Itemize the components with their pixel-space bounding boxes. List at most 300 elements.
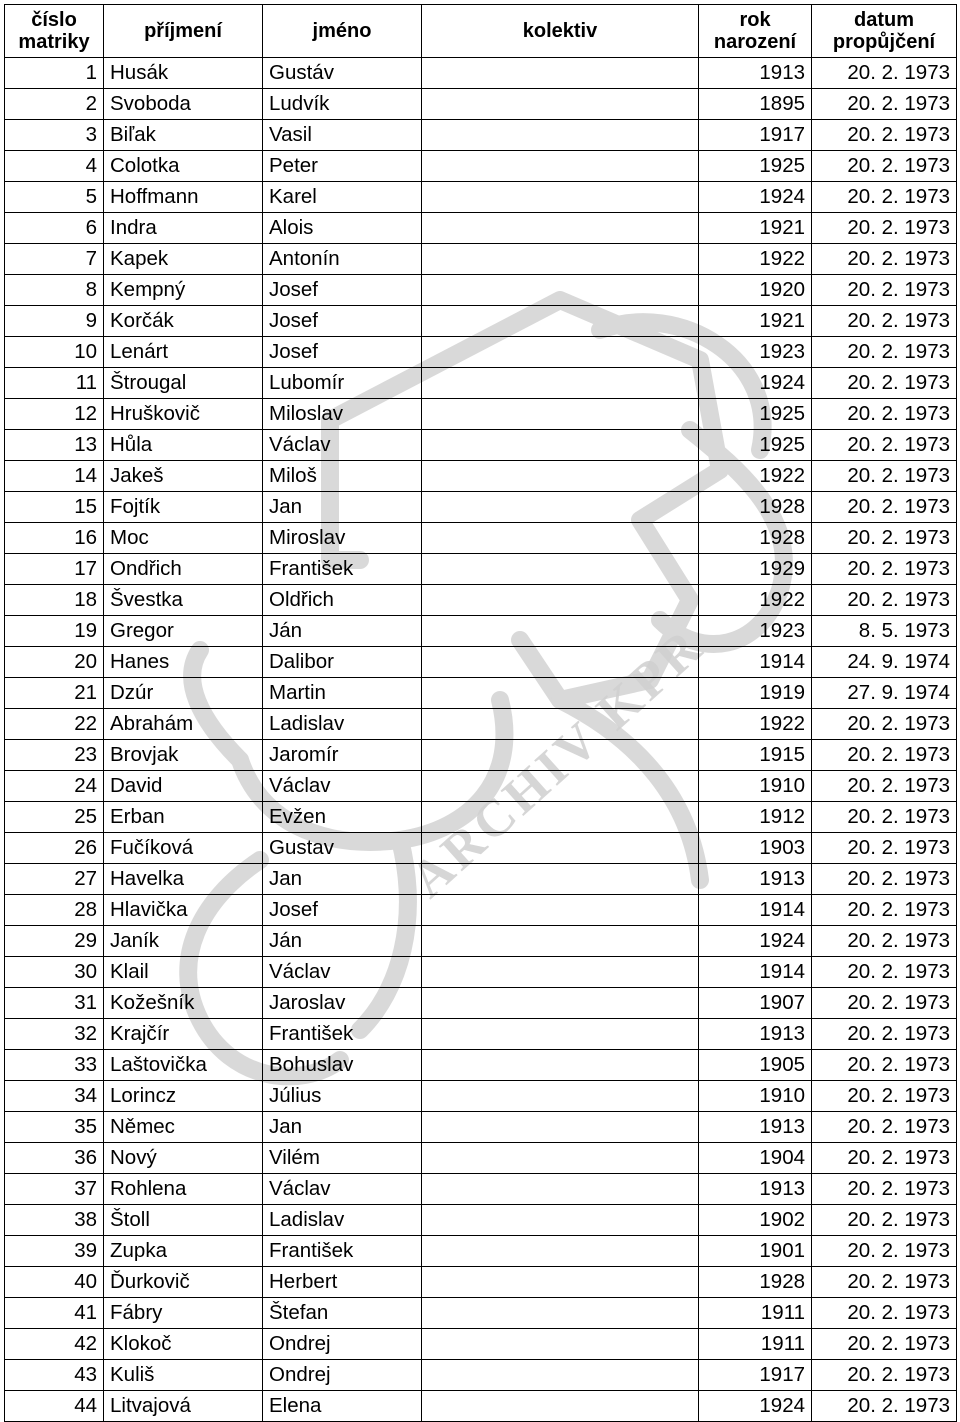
cell-registry-number: 29 — [5, 926, 104, 957]
table-row — [5, 1236, 957, 1267]
cell-registry-number: 43 — [5, 1360, 104, 1391]
cell-birth-year: 1928 — [699, 1267, 812, 1298]
cell-surname: Janík — [104, 926, 263, 957]
table-row — [5, 1391, 957, 1422]
table-row — [5, 337, 957, 368]
cell-first-name: Ladislav — [263, 709, 422, 740]
cell-collective — [422, 306, 699, 337]
header-label: propůjčení — [832, 31, 936, 53]
cell-birth-year: 1907 — [699, 988, 812, 1019]
cell-collective — [422, 399, 699, 430]
cell-award-date: 20. 2. 1973 — [812, 523, 957, 554]
cell-award-date: 27. 9. 1974 — [812, 678, 957, 709]
table-row — [5, 1329, 957, 1360]
cell-first-name: Ján — [263, 616, 422, 647]
cell-surname: Brovjak — [104, 740, 263, 771]
table-row — [5, 802, 957, 833]
cell-registry-number: 21 — [5, 678, 104, 709]
cell-birth-year: 1921 — [699, 213, 812, 244]
cell-award-date: 20. 2. 1973 — [812, 120, 957, 151]
table-row — [5, 1267, 957, 1298]
cell-registry-number: 32 — [5, 1019, 104, 1050]
cell-award-date: 20. 2. 1973 — [812, 771, 957, 802]
cell-registry-number: 5 — [5, 182, 104, 213]
table-header — [5, 5, 957, 58]
cell-registry-number: 28 — [5, 895, 104, 926]
cell-collective — [422, 523, 699, 554]
cell-registry-number: 11 — [5, 368, 104, 399]
table-row — [5, 709, 957, 740]
cell-collective — [422, 585, 699, 616]
cell-collective — [422, 771, 699, 802]
cell-collective — [422, 957, 699, 988]
cell-award-date: 20. 2. 1973 — [812, 182, 957, 213]
cell-birth-year: 1923 — [699, 616, 812, 647]
cell-birth-year: 1924 — [699, 926, 812, 957]
table-row — [5, 647, 957, 678]
cell-award-date: 20. 2. 1973 — [812, 1329, 957, 1360]
cell-collective — [422, 1050, 699, 1081]
cell-first-name: Josef — [263, 306, 422, 337]
cell-award-date: 20. 2. 1973 — [812, 1391, 957, 1422]
cell-collective — [422, 678, 699, 709]
table-row — [5, 1298, 957, 1329]
header-surname — [104, 5, 263, 58]
cell-first-name: Gustáv — [263, 58, 422, 89]
cell-birth-year: 1928 — [699, 492, 812, 523]
cell-first-name: Ludvík — [263, 89, 422, 120]
cell-first-name: František — [263, 554, 422, 585]
header-label: matriky — [18, 31, 90, 53]
cell-surname: Gregor — [104, 616, 263, 647]
cell-collective — [422, 616, 699, 647]
cell-collective — [422, 988, 699, 1019]
cell-registry-number: 35 — [5, 1112, 104, 1143]
cell-award-date: 20. 2. 1973 — [812, 306, 957, 337]
cell-registry-number: 1 — [5, 58, 104, 89]
cell-award-date: 20. 2. 1973 — [812, 368, 957, 399]
cell-surname: Ďurkovič — [104, 1267, 263, 1298]
table-body — [5, 58, 957, 1422]
cell-registry-number: 19 — [5, 616, 104, 647]
cell-registry-number: 13 — [5, 430, 104, 461]
cell-registry-number: 36 — [5, 1143, 104, 1174]
cell-surname: Lorincz — [104, 1081, 263, 1112]
cell-first-name: Štefan — [263, 1298, 422, 1329]
table-row — [5, 957, 957, 988]
cell-award-date: 20. 2. 1973 — [812, 802, 957, 833]
cell-registry-number: 8 — [5, 275, 104, 306]
cell-award-date: 20. 2. 1973 — [812, 1174, 957, 1205]
cell-birth-year: 1911 — [699, 1329, 812, 1360]
cell-birth-year: 1922 — [699, 709, 812, 740]
cell-registry-number: 30 — [5, 957, 104, 988]
cell-surname: Jakeš — [104, 461, 263, 492]
cell-registry-number: 26 — [5, 833, 104, 864]
cell-award-date: 20. 2. 1973 — [812, 1081, 957, 1112]
cell-surname: Laštovička — [104, 1050, 263, 1081]
cell-collective — [422, 1236, 699, 1267]
header-label: datum — [854, 9, 914, 31]
table-row — [5, 1174, 957, 1205]
cell-surname: Švestka — [104, 585, 263, 616]
cell-collective — [422, 1298, 699, 1329]
cell-collective — [422, 368, 699, 399]
cell-collective — [422, 864, 699, 895]
cell-surname: Litvajová — [104, 1391, 263, 1422]
header-collective — [422, 5, 699, 58]
cell-first-name: Ondrej — [263, 1360, 422, 1391]
cell-award-date: 20. 2. 1973 — [812, 89, 957, 120]
cell-collective — [422, 1360, 699, 1391]
cell-registry-number: 37 — [5, 1174, 104, 1205]
cell-first-name: Evžen — [263, 802, 422, 833]
cell-first-name: Josef — [263, 275, 422, 306]
table-row — [5, 833, 957, 864]
table-row — [5, 89, 957, 120]
cell-first-name: Jan — [263, 1112, 422, 1143]
cell-birth-year: 1910 — [699, 1081, 812, 1112]
cell-birth-year: 1912 — [699, 802, 812, 833]
cell-award-date: 20. 2. 1973 — [812, 895, 957, 926]
cell-surname: Klail — [104, 957, 263, 988]
cell-birth-year: 1913 — [699, 58, 812, 89]
cell-registry-number: 2 — [5, 89, 104, 120]
cell-surname: Kempný — [104, 275, 263, 306]
cell-surname: Hanes — [104, 647, 263, 678]
cell-award-date: 20. 2. 1973 — [812, 1236, 957, 1267]
cell-award-date: 20. 2. 1973 — [812, 1298, 957, 1329]
cell-collective — [422, 244, 699, 275]
cell-award-date: 20. 2. 1973 — [812, 399, 957, 430]
cell-birth-year: 1925 — [699, 430, 812, 461]
header-label: jméno — [312, 20, 372, 42]
cell-collective — [422, 1112, 699, 1143]
cell-surname: Korčák — [104, 306, 263, 337]
cell-award-date: 20. 2. 1973 — [812, 740, 957, 771]
cell-surname: Kapek — [104, 244, 263, 275]
cell-award-date: 20. 2. 1973 — [812, 554, 957, 585]
table-row — [5, 151, 957, 182]
table-row — [5, 58, 957, 89]
cell-surname: Hruškovič — [104, 399, 263, 430]
header-first-name — [263, 5, 422, 58]
header-row — [5, 5, 957, 58]
cell-collective — [422, 895, 699, 926]
cell-registry-number: 40 — [5, 1267, 104, 1298]
cell-surname: Němec — [104, 1112, 263, 1143]
cell-surname: Rohlena — [104, 1174, 263, 1205]
cell-collective — [422, 709, 699, 740]
cell-surname: David — [104, 771, 263, 802]
cell-registry-number: 22 — [5, 709, 104, 740]
table-row — [5, 1143, 957, 1174]
cell-first-name: Ján — [263, 926, 422, 957]
table-row — [5, 740, 957, 771]
cell-surname: Ondřich — [104, 554, 263, 585]
table-row — [5, 616, 957, 647]
cell-registry-number: 14 — [5, 461, 104, 492]
cell-surname: Fábry — [104, 1298, 263, 1329]
cell-birth-year: 1917 — [699, 1360, 812, 1391]
cell-first-name: Josef — [263, 895, 422, 926]
cell-registry-number: 16 — [5, 523, 104, 554]
cell-first-name: Herbert — [263, 1267, 422, 1298]
table-row — [5, 461, 957, 492]
cell-award-date: 20. 2. 1973 — [812, 833, 957, 864]
cell-award-date: 8. 5. 1973 — [812, 616, 957, 647]
cell-birth-year: 1924 — [699, 368, 812, 399]
cell-collective — [422, 492, 699, 523]
cell-surname: Husák — [104, 58, 263, 89]
cell-surname: Štrougal — [104, 368, 263, 399]
cell-registry-number: 42 — [5, 1329, 104, 1360]
cell-first-name: Jan — [263, 492, 422, 523]
cell-birth-year: 1913 — [699, 1019, 812, 1050]
cell-birth-year: 1919 — [699, 678, 812, 709]
cell-surname: Hlavička — [104, 895, 263, 926]
cell-first-name: František — [263, 1236, 422, 1267]
cell-first-name: Elena — [263, 1391, 422, 1422]
cell-first-name: Oldřich — [263, 585, 422, 616]
cell-first-name: Miloslav — [263, 399, 422, 430]
cell-award-date: 20. 2. 1973 — [812, 58, 957, 89]
cell-first-name: Jaroslav — [263, 988, 422, 1019]
cell-birth-year: 1924 — [699, 1391, 812, 1422]
cell-collective — [422, 337, 699, 368]
cell-award-date: 20. 2. 1973 — [812, 1205, 957, 1236]
table-row — [5, 1050, 957, 1081]
cell-award-date: 20. 2. 1973 — [812, 244, 957, 275]
cell-surname: Dzúr — [104, 678, 263, 709]
cell-surname: Kožešník — [104, 988, 263, 1019]
header-registry-number — [5, 5, 104, 58]
header-label: kolektiv — [522, 20, 598, 42]
cell-first-name: Václav — [263, 771, 422, 802]
cell-first-name: Gustav — [263, 833, 422, 864]
table-row — [5, 182, 957, 213]
cell-first-name: Ondrej — [263, 1329, 422, 1360]
cell-registry-number: 23 — [5, 740, 104, 771]
cell-collective — [422, 1143, 699, 1174]
cell-surname: Zupka — [104, 1236, 263, 1267]
header-label: narození — [713, 31, 797, 53]
table-row — [5, 771, 957, 802]
cell-birth-year: 1905 — [699, 1050, 812, 1081]
cell-surname: Hoffmann — [104, 182, 263, 213]
cell-award-date: 20. 2. 1973 — [812, 151, 957, 182]
cell-surname: Havelka — [104, 864, 263, 895]
cell-collective — [422, 1267, 699, 1298]
cell-registry-number: 4 — [5, 151, 104, 182]
cell-surname: Nový — [104, 1143, 263, 1174]
cell-collective — [422, 1205, 699, 1236]
cell-collective — [422, 89, 699, 120]
cell-surname: Abrahám — [104, 709, 263, 740]
table-row — [5, 523, 957, 554]
cell-first-name: Bohuslav — [263, 1050, 422, 1081]
cell-birth-year: 1920 — [699, 275, 812, 306]
cell-award-date: 20. 2. 1973 — [812, 926, 957, 957]
cell-registry-number: 18 — [5, 585, 104, 616]
cell-birth-year: 1914 — [699, 957, 812, 988]
table-row — [5, 585, 957, 616]
cell-birth-year: 1913 — [699, 864, 812, 895]
cell-first-name: Jan — [263, 864, 422, 895]
watermark-text: ARCHIV KPR — [399, 617, 716, 909]
table-row — [5, 895, 957, 926]
table-row — [5, 1081, 957, 1112]
cell-surname: Indra — [104, 213, 263, 244]
cell-birth-year: 1922 — [699, 585, 812, 616]
cell-award-date: 20. 2. 1973 — [812, 275, 957, 306]
cell-surname: Lenárt — [104, 337, 263, 368]
table-row — [5, 1019, 957, 1050]
header-award-date — [812, 5, 957, 58]
cell-surname: Svoboda — [104, 89, 263, 120]
cell-collective — [422, 1081, 699, 1112]
table-row — [5, 1205, 957, 1236]
cell-birth-year: 1922 — [699, 461, 812, 492]
cell-first-name: Václav — [263, 1174, 422, 1205]
cell-collective — [422, 58, 699, 89]
table-row — [5, 492, 957, 523]
cell-birth-year: 1901 — [699, 1236, 812, 1267]
cell-birth-year: 1913 — [699, 1112, 812, 1143]
cell-surname: Colotka — [104, 151, 263, 182]
cell-award-date: 20. 2. 1973 — [812, 864, 957, 895]
cell-collective — [422, 430, 699, 461]
cell-first-name: Miroslav — [263, 523, 422, 554]
cell-award-date: 20. 2. 1973 — [812, 585, 957, 616]
cell-surname: Krajčír — [104, 1019, 263, 1050]
cell-award-date: 20. 2. 1973 — [812, 1050, 957, 1081]
table-row — [5, 988, 957, 1019]
cell-award-date: 20. 2. 1973 — [812, 492, 957, 523]
cell-award-date: 20. 2. 1973 — [812, 213, 957, 244]
cell-birth-year: 1917 — [699, 120, 812, 151]
table-row — [5, 864, 957, 895]
table-row — [5, 399, 957, 430]
header-birth-year — [699, 5, 812, 58]
cell-surname: Biľak — [104, 120, 263, 151]
cell-registry-number: 38 — [5, 1205, 104, 1236]
cell-registry-number: 15 — [5, 492, 104, 523]
cell-first-name: Miloš — [263, 461, 422, 492]
cell-first-name: Martin — [263, 678, 422, 709]
cell-first-name: Václav — [263, 957, 422, 988]
cell-first-name: Antonín — [263, 244, 422, 275]
table-row — [5, 678, 957, 709]
cell-first-name: Jaromír — [263, 740, 422, 771]
cell-birth-year: 1911 — [699, 1298, 812, 1329]
cell-birth-year: 1922 — [699, 244, 812, 275]
cell-collective — [422, 740, 699, 771]
cell-award-date: 20. 2. 1973 — [812, 1019, 957, 1050]
cell-award-date: 20. 2. 1973 — [812, 337, 957, 368]
cell-registry-number: 27 — [5, 864, 104, 895]
cell-birth-year: 1925 — [699, 151, 812, 182]
cell-collective — [422, 275, 699, 306]
table-row — [5, 275, 957, 306]
table-row — [5, 1360, 957, 1391]
cell-birth-year: 1923 — [699, 337, 812, 368]
cell-first-name: Peter — [263, 151, 422, 182]
table-row — [5, 1112, 957, 1143]
cell-first-name: Lubomír — [263, 368, 422, 399]
cell-award-date: 20. 2. 1973 — [812, 430, 957, 461]
cell-birth-year: 1929 — [699, 554, 812, 585]
cell-collective — [422, 802, 699, 833]
cell-award-date: 20. 2. 1973 — [812, 461, 957, 492]
cell-award-date: 20. 2. 1973 — [812, 988, 957, 1019]
cell-birth-year: 1895 — [699, 89, 812, 120]
cell-award-date: 20. 2. 1973 — [812, 1267, 957, 1298]
cell-registry-number: 3 — [5, 120, 104, 151]
cell-collective — [422, 833, 699, 864]
cell-award-date: 20. 2. 1973 — [812, 1360, 957, 1391]
cell-first-name: Alois — [263, 213, 422, 244]
cell-birth-year: 1903 — [699, 833, 812, 864]
cell-first-name: Július — [263, 1081, 422, 1112]
cell-first-name: Václav — [263, 430, 422, 461]
table-row — [5, 554, 957, 585]
table-row — [5, 368, 957, 399]
cell-registry-number: 20 — [5, 647, 104, 678]
cell-birth-year: 1928 — [699, 523, 812, 554]
cell-birth-year: 1924 — [699, 182, 812, 213]
cell-collective — [422, 213, 699, 244]
cell-registry-number: 44 — [5, 1391, 104, 1422]
table-row — [5, 120, 957, 151]
cell-registry-number: 17 — [5, 554, 104, 585]
cell-first-name: František — [263, 1019, 422, 1050]
cell-first-name: Ladislav — [263, 1205, 422, 1236]
cell-birth-year: 1910 — [699, 771, 812, 802]
cell-birth-year: 1902 — [699, 1205, 812, 1236]
cell-birth-year: 1914 — [699, 647, 812, 678]
cell-collective — [422, 926, 699, 957]
cell-registry-number: 12 — [5, 399, 104, 430]
cell-birth-year: 1913 — [699, 1174, 812, 1205]
cell-first-name: Josef — [263, 337, 422, 368]
header-label: rok — [739, 9, 771, 31]
cell-registry-number: 39 — [5, 1236, 104, 1267]
cell-registry-number: 10 — [5, 337, 104, 368]
table-row — [5, 244, 957, 275]
header-label: příjmení — [144, 20, 222, 42]
cell-surname: Kuliš — [104, 1360, 263, 1391]
cell-collective — [422, 1329, 699, 1360]
cell-registry-number: 24 — [5, 771, 104, 802]
cell-surname: Štoll — [104, 1205, 263, 1236]
cell-first-name: Karel — [263, 182, 422, 213]
cell-birth-year: 1921 — [699, 306, 812, 337]
cell-award-date: 20. 2. 1973 — [812, 709, 957, 740]
cell-birth-year: 1914 — [699, 895, 812, 926]
cell-collective — [422, 647, 699, 678]
cell-birth-year: 1915 — [699, 740, 812, 771]
cell-registry-number: 9 — [5, 306, 104, 337]
cell-collective — [422, 120, 699, 151]
cell-first-name: Dalibor — [263, 647, 422, 678]
header-label: číslo — [31, 9, 77, 31]
cell-first-name: Vasil — [263, 120, 422, 151]
cell-collective — [422, 1391, 699, 1422]
table-row — [5, 213, 957, 244]
cell-collective — [422, 1019, 699, 1050]
cell-birth-year: 1904 — [699, 1143, 812, 1174]
